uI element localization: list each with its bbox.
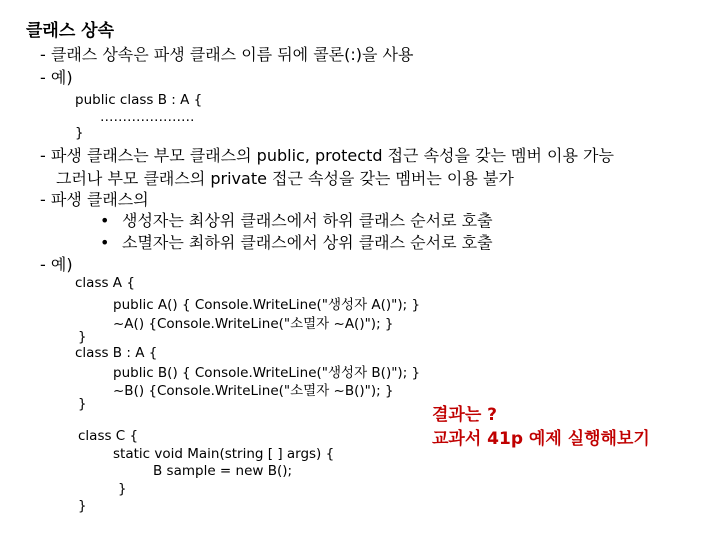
bullet-item xyxy=(100,230,493,253)
text-line: 그러나 부모 클래스의 private 접근 속성을 갖는 멤버는 이용 불가 xyxy=(56,169,514,188)
code-line: B sample = new B(); xyxy=(153,463,293,479)
code-line: ………………… xyxy=(100,109,195,125)
code-line: } xyxy=(78,396,87,412)
bullet-text: 생성자는 최상위 클래스에서 하위 클래스 순서로 호출 xyxy=(122,211,493,230)
page-title: 클래스 상속 xyxy=(26,21,115,41)
code-line: } xyxy=(118,481,127,497)
code-line: } xyxy=(78,498,87,514)
bullet-text: 소멸자는 최하위 클래스에서 상위 클래스 순서로 호출 xyxy=(122,233,493,252)
text-line: - 파생 클래스는 부모 클래스의 public, protectd 접근 속성을 갖는 멤버 이용 가능 xyxy=(40,146,614,165)
code-line: public B() { Console.WriteLine("생성자 B()"); } xyxy=(113,365,421,381)
text-line: - 파생 클래스의 xyxy=(40,190,149,209)
textbook-exercise-note: 교과서 41p 예제 실행해보기 xyxy=(432,429,650,449)
text-line: - 예) xyxy=(40,68,73,87)
code-line: class B : A { xyxy=(75,345,158,361)
code-line: ~B() {Console.WriteLine("소멸자 ~B()"); } xyxy=(113,383,394,399)
code-line: static void Main(string [ ] args) { xyxy=(113,446,335,462)
bullet-item xyxy=(100,208,493,231)
code-line: public A() { Console.WriteLine("생성자 A()"); } xyxy=(113,297,421,313)
text-line: - 클래스 상속은 파생 클래스 이름 뒤에 콜론(:)을 사용 xyxy=(40,45,414,64)
code-line: ~A() {Console.WriteLine("소멸자 ~A()"); } xyxy=(113,316,394,332)
result-question: 결과는 ? xyxy=(432,405,498,425)
code-line: class C { xyxy=(78,428,139,444)
text-line: - 예) xyxy=(40,255,73,274)
code-line: } xyxy=(78,329,87,345)
bullet-icon: • xyxy=(100,233,110,252)
bullet-icon: • xyxy=(100,211,110,230)
code-line: class A { xyxy=(75,275,135,291)
code-line: public class B : A { xyxy=(75,92,203,108)
code-line: } xyxy=(75,125,84,141)
